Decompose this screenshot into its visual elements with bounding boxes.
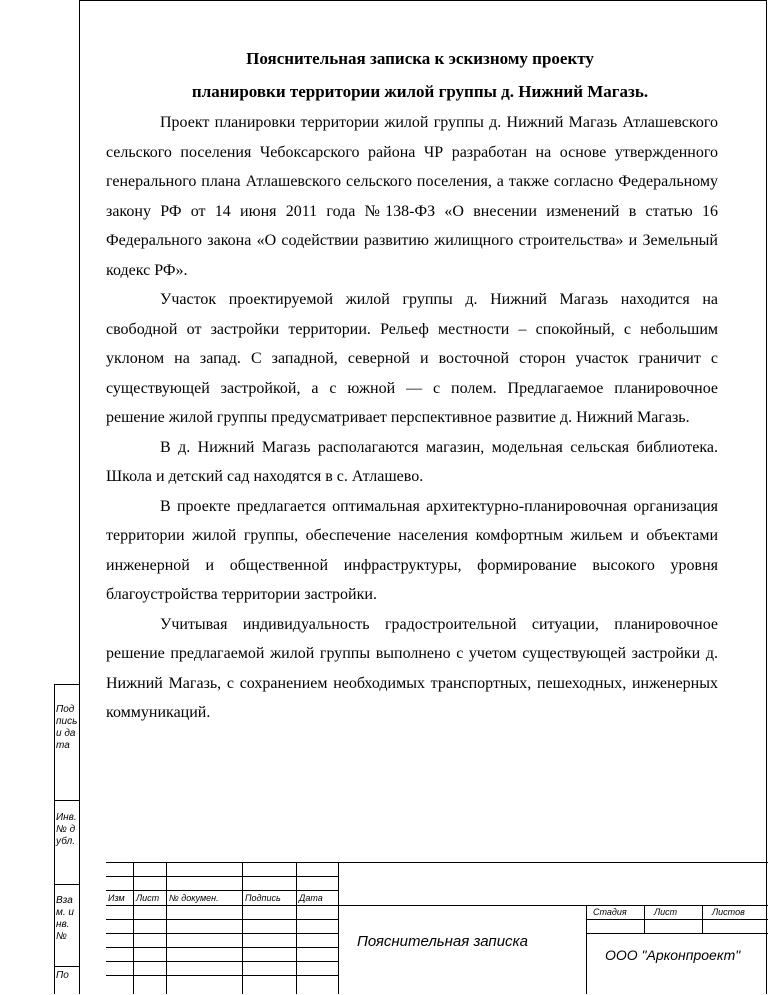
title-block-line bbox=[106, 905, 768, 906]
side-stamp-vzam-inv: Взам. инв. № bbox=[56, 895, 74, 942]
title-block-line bbox=[106, 961, 338, 962]
col-date-label: Дата bbox=[299, 893, 323, 903]
col-sheet-label: Лист bbox=[654, 907, 678, 917]
side-stamp-signature-short: По bbox=[56, 970, 69, 981]
document-name: Пояснительная записка bbox=[357, 933, 528, 950]
title-block-line bbox=[106, 919, 338, 920]
body-paragraph: В д. Нижний Магазь располагаются магазин, модельная сельская библиотека. Школа и детский сад находятся в с. Атлашево. bbox=[106, 438, 718, 485]
organization-name: ООО "Арконпроект" bbox=[605, 947, 741, 963]
title-block-line bbox=[586, 919, 768, 920]
body-paragraph: Участок проектируемой жилой группы д. Нижний Магазь находится на свободной от застройки территории. Рельеф местности – спокойный, с небольшим уклоном на запад. С западной, северной и восточной сторон участок граничит с существующей застройкой, а с южной — с полем. Предлагаемое планировочное решение жилой группы предусматривает перспективное развитие д. Нижний Магазь. bbox=[106, 291, 718, 426]
body-paragraph: Учитывая индивидуальность градостроительной ситуации, планировочное решение предлагаемой жилой группы выполнено с учетом существующей застройки д. Нижний Магазь, с сохранением необходимых транспортных, пешеходных, инженерных коммуникаций. bbox=[106, 615, 718, 721]
col-sheets-label: Листов bbox=[712, 907, 745, 917]
side-stamp-divider bbox=[54, 684, 79, 685]
document-title-line-1: Пояснительная записка к эскизному проекту bbox=[246, 49, 594, 68]
col-doc-label: № докумен. bbox=[169, 893, 219, 903]
title-block-line bbox=[106, 975, 338, 976]
title-block-line bbox=[106, 933, 338, 934]
col-sign-label: Подпись bbox=[245, 893, 281, 903]
body-paragraph: В проекте предлагается оптимальная архитектурно-планировочная организация территории жилой группы, обеспечение населения комфортным жильем и объектами инженерной и общественной инфраструктуры, формирование высокого уровня благоустройства территории застройки. bbox=[106, 497, 718, 603]
title-block-line bbox=[166, 862, 167, 994]
side-stamp-divider bbox=[54, 966, 79, 967]
side-stamp-divider bbox=[54, 800, 79, 801]
title-block-line bbox=[106, 947, 338, 948]
title-block-line bbox=[702, 905, 703, 933]
side-stamp-divider bbox=[54, 884, 79, 885]
col-izm-label: Изм bbox=[108, 893, 125, 903]
document-title-line-2: планировки территории жилой группы д. Нижний Магазь. bbox=[191, 82, 649, 101]
title-block-line bbox=[106, 890, 338, 891]
body-paragraph: Проект планировки территории жилой группы д. Нижний Магазь Атлашевского сельского поселения Чебоксарского района ЧР разработан на основе утвержденного генерального плана Атлашевского сельского поселения, а также согласно Федеральному закону РФ от 14 июня 2011 года №138-ФЗ «О внесении изменений в статью 16 Федерального закона «О содействии развитию жилищного строительства» и Земельный кодекс РФ». bbox=[106, 114, 718, 279]
title-block-line bbox=[296, 862, 297, 994]
side-stamp-inv-dup: Инв. № дубл. bbox=[56, 812, 77, 847]
title-block-line bbox=[586, 933, 768, 934]
title-block-line bbox=[338, 862, 339, 994]
title-block-line bbox=[586, 905, 587, 994]
title-block-line bbox=[106, 876, 338, 877]
title-block-line bbox=[133, 862, 134, 994]
title-block-line bbox=[242, 862, 243, 994]
side-stamp-signature-date: Подпись и дата bbox=[56, 704, 78, 751]
col-list-label: Лист bbox=[136, 893, 160, 903]
document-body bbox=[106, 108, 718, 728]
col-stage-label: Стадия bbox=[593, 907, 627, 917]
title-block-line bbox=[644, 905, 645, 933]
